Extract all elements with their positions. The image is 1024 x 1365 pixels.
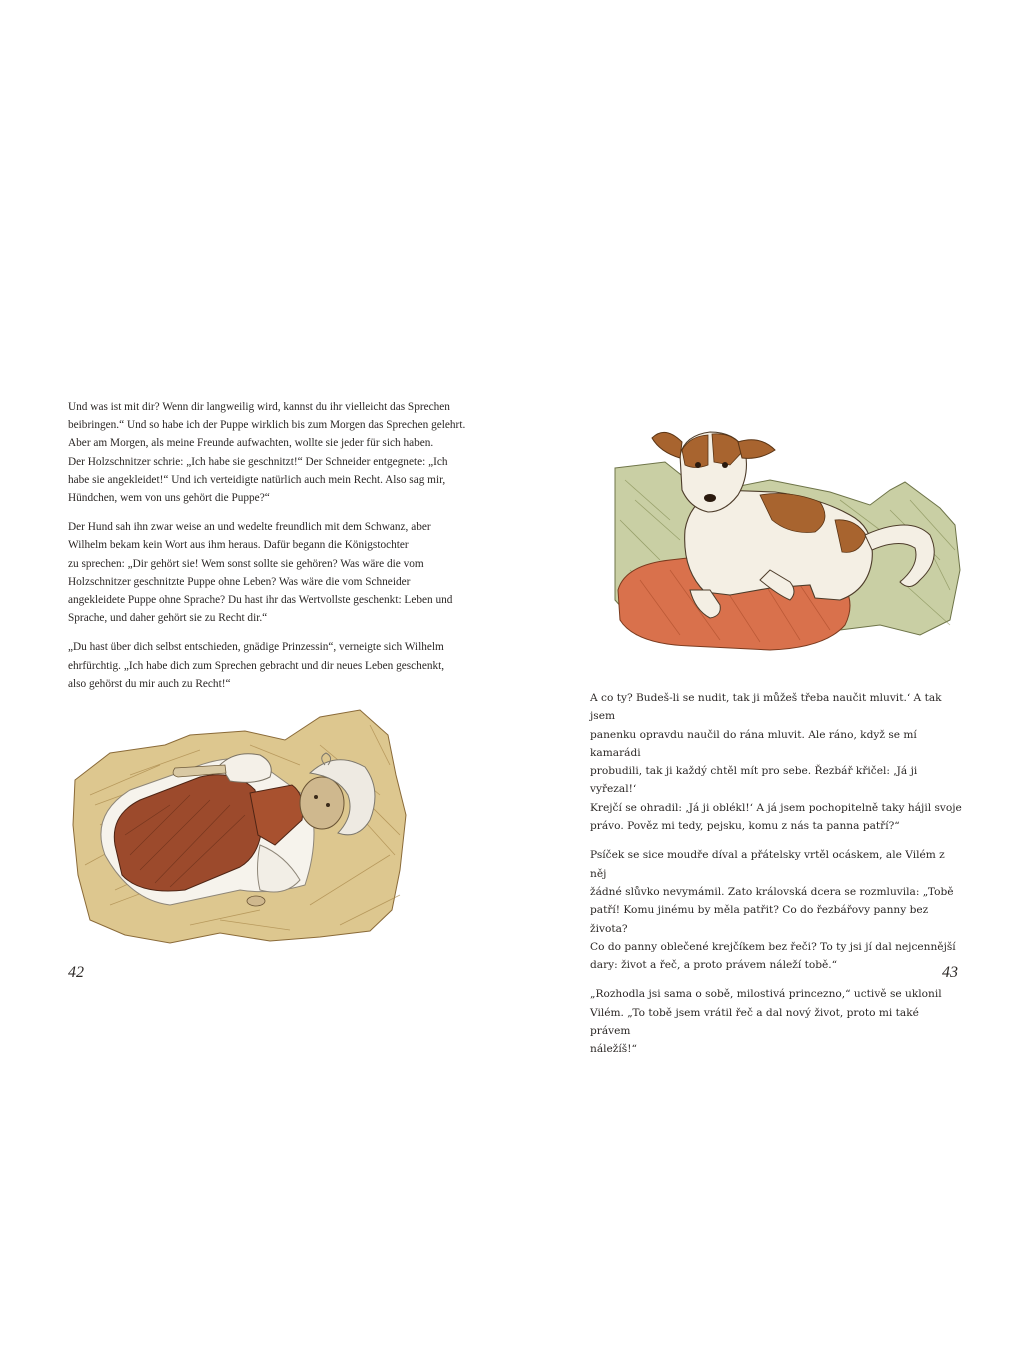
doll-illustration	[70, 705, 410, 950]
doll-face	[300, 777, 344, 829]
paragraph: Psíček se sice moudře díval a přátelsky vrtěl ocáskem, ale Vilém z něj žádné slůvko nevymámil. Zato královská dcera se rozmluvila: „Tobě patří! Komu jinému by měla patřit? Co do řezbářovy panny bez života? Co do panny oblečené krejčíkem bez řeči? To ty jsi jí dal nejcennější dary: život a řeč, a proto právem náleží tobě.“	[590, 849, 956, 972]
page-number-right: 43	[942, 964, 958, 981]
dog-nose	[704, 494, 716, 502]
german-text-block	[68, 398, 478, 704]
paragraph: „Rozhodla jsi sama o sobě, milostivá princezno,“ uctivě se uklonil Vilém. „To tobě jsem vrátil řeč a dal nový život, proto mi také právem náležíš!“	[590, 988, 942, 1056]
paragraph: A co ty? Budeš-li se nudit, tak ji můžeš třeba naučit mluvit.‘ A tak jsem panenku opravdu naučil do rána mluvit. Ale ráno, když se mí kamarádi probudili, tak ji každý chtěl mít pro sebe. Řezbář křičel: ‚Já ji vyřezal!‘ Krejčí se ohradil: ‚Já ji oblékl!‘ A já jsem pochopitelně taky hájil svoje právo. Pověz mi tedy, pejsku, komu z nás ta panna patří?“	[590, 692, 962, 833]
paragraph: Und was ist mit dir? Wenn dir langweilig wird, kannst du ihr vielleicht das Sprechen beibringen.“ Und so habe ich der Puppe wirklich bis zum Morgen das Sprechen gelehrt. Aber am Morgen, als meine Freunde aufwachten, wollte sie jeder für sich haben. Der Holzschnitzer schrie: „Ich habe sie geschnitzt!“ Der Schneider entgegnete: „Ich habe sie angekleidet!“ Und ich verteidigte natürlich auch mein Recht. Also sag mir, Hündchen, wem von uns gehört die Puppe?“	[68, 401, 466, 505]
paragraph: Der Hund sah ihn zwar weise an und wedelte freundlich mit dem Schwanz, aber Wilhelm bekam kein Wort aus ihm heraus. Dafür begann die Königstochter zu sprechen: „Dir gehört sie! Wem sonst sollte sie gehören? Was wäre die vom Holzschnitzer geschnitzte Puppe ohne Leben? Was wäre die vom Schneider angekleidete Puppe ohne Sprache? Du hast ihr das Wertvollste geschenkt: Leben und Sprache, und daher gehört sie zu Recht dir.“	[68, 521, 453, 625]
dog-ear-right	[738, 440, 775, 459]
page-number-left: 42	[68, 964, 84, 981]
paragraph: „Du hast über dich selbst entschieden, gnädige Prinzessin“, verneigte sich Wilhelm ehrfürchtig. „Ich habe dich zum Sprechen gebracht und dir neues Leben geschenkt, also gehörst du mir auch zu Recht!“	[68, 641, 445, 690]
dog-illustration	[610, 420, 962, 652]
czech-text-block	[590, 689, 962, 1070]
right-page	[512, 0, 1024, 1365]
dog-ear-left	[652, 432, 682, 458]
